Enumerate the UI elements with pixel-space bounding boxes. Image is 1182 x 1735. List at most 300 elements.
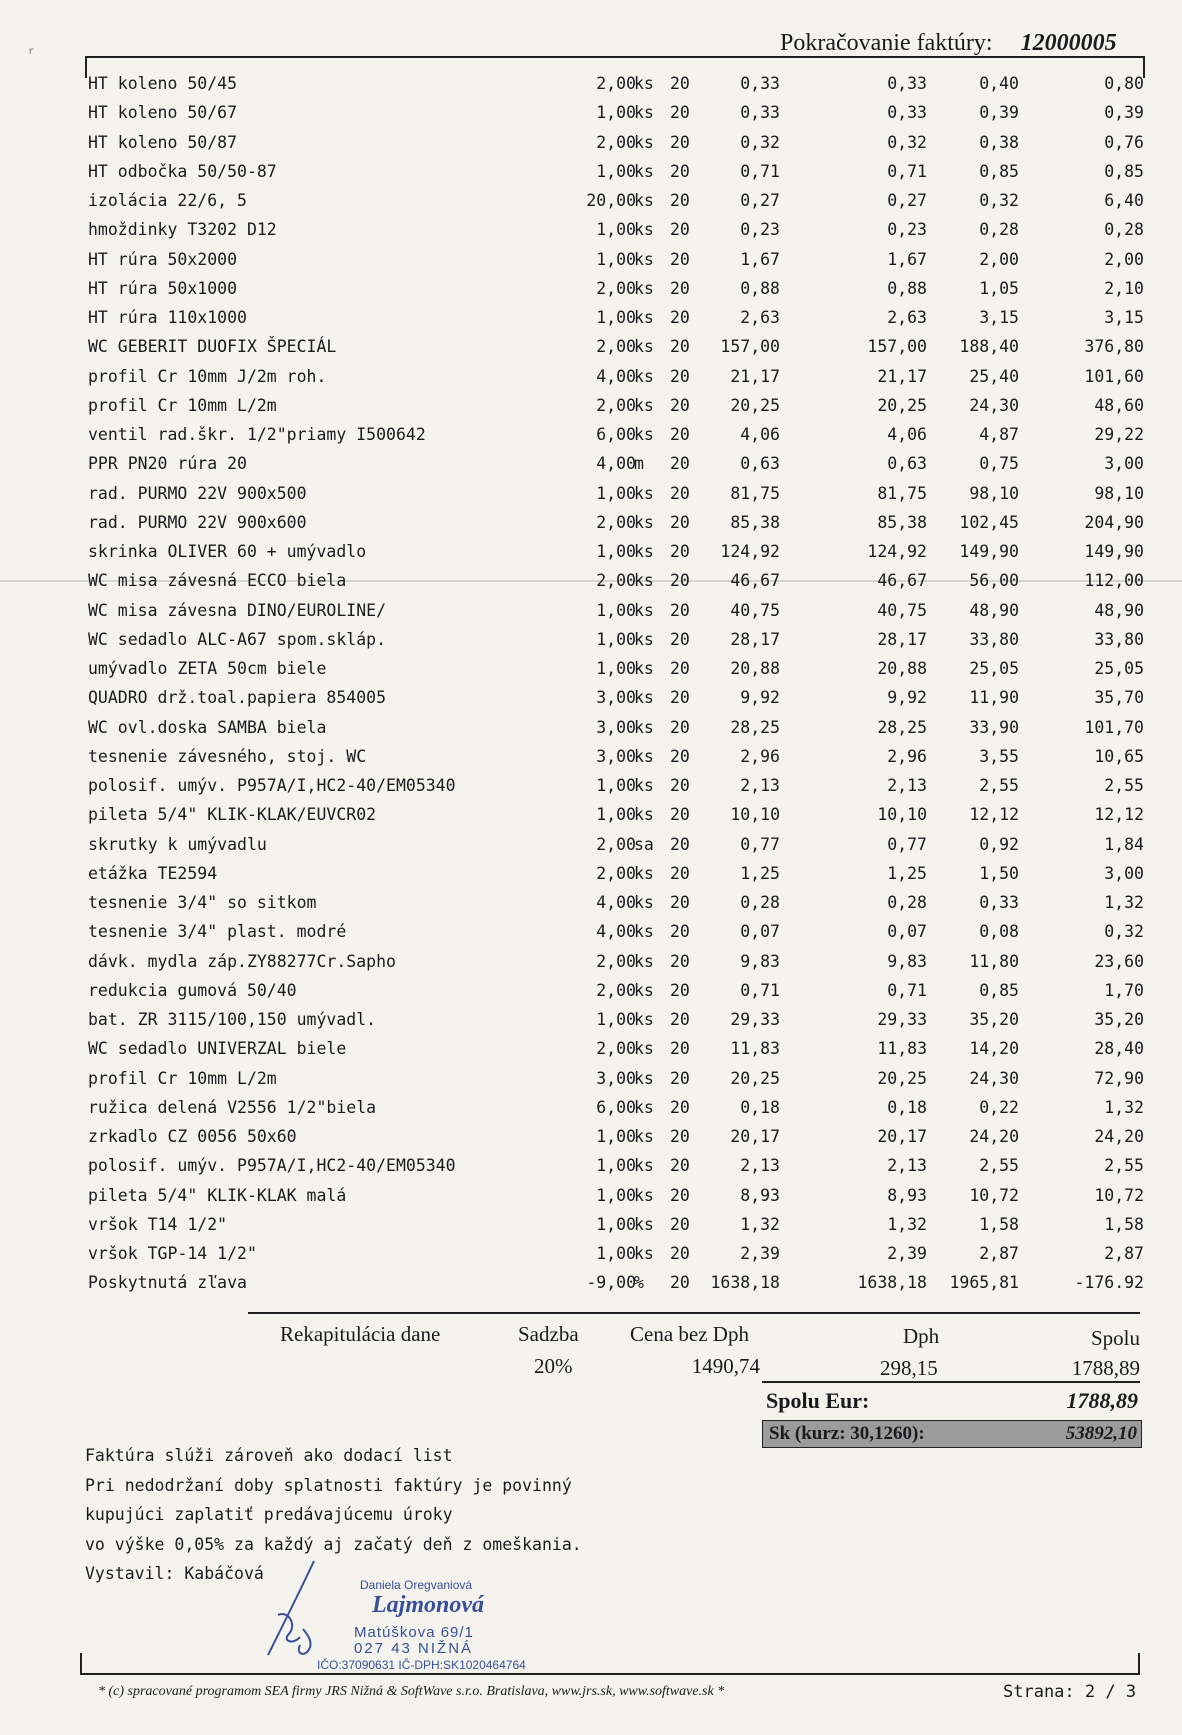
item-qty: 1,00 (596, 1244, 636, 1263)
item-gross: 56,00 (969, 571, 1019, 591)
item-net: 0,88 (887, 278, 927, 298)
item-net: 11,83 (877, 1039, 927, 1059)
frame-corner-br (1138, 1653, 1140, 1673)
item-vat: 20 (670, 74, 690, 93)
item-name: HT rúra 50x2000 (88, 249, 238, 269)
item-qty: 2,00 (596, 278, 636, 298)
item-qty: 3,00 (596, 688, 636, 708)
item-unit: ks (634, 395, 654, 415)
item-net: 9,92 (887, 688, 927, 708)
item-gross: 0,38 (979, 132, 1019, 152)
table-row (0, 948, 1182, 977)
item-price: 2,13 (740, 1156, 780, 1176)
item-gross: 0,08 (979, 922, 1019, 942)
item-vat: 20 (670, 395, 690, 415)
item-net: 2,13 (887, 776, 927, 795)
item-total: 12,12 (1094, 805, 1144, 825)
item-name: tesnenie 3/4" so sitkom (88, 893, 317, 912)
table-row (0, 129, 1182, 158)
item-unit: ks (634, 1244, 654, 1263)
item-vat: 20 (670, 776, 690, 795)
table-row (0, 158, 1182, 187)
item-name: vršok TGP-14 1/2" (88, 1244, 257, 1263)
item-net: 0,33 (887, 74, 927, 93)
item-name: redukcia gumová 50/40 (88, 980, 297, 1000)
item-qty: 1,00 (596, 483, 636, 503)
item-unit: % (634, 1273, 644, 1293)
item-name: skrutky k umývadlu (88, 834, 267, 854)
item-name: WC sedadlo UNIVERZAL biele (88, 1039, 347, 1059)
item-net: 0,71 (887, 161, 927, 181)
item-total: 35,70 (1094, 688, 1144, 708)
item-gross: 24,30 (969, 1068, 1019, 1088)
item-net: 0,63 (887, 454, 927, 474)
item-vat: 20 (670, 893, 690, 912)
item-price: 0,32 (740, 132, 780, 152)
item-net: 0,32 (887, 132, 927, 152)
table-row (0, 1035, 1182, 1064)
page-header (780, 30, 1117, 57)
item-price: 11,83 (730, 1039, 780, 1059)
item-gross: 3,15 (979, 308, 1019, 327)
item-total: 2,55 (1104, 776, 1144, 795)
items-table (0, 70, 1182, 1299)
item-vat: 20 (670, 512, 690, 532)
item-total: 0,85 (1104, 161, 1144, 181)
item-net: 28,25 (877, 717, 927, 737)
item-name: bat. ZR 3115/100,150 umývadl. (88, 1010, 377, 1029)
item-net: 20,25 (877, 1068, 927, 1088)
recap-total-value: 1788,89 (1071, 1356, 1140, 1380)
item-unit: ks (634, 132, 654, 152)
item-qty: 1,00 (596, 1156, 636, 1176)
item-total: 3,00 (1104, 454, 1144, 474)
item-name: WC misa závesna DINO/EUROLINE/ (88, 600, 387, 620)
item-price: 0,28 (740, 893, 780, 912)
item-qty: 1,00 (596, 776, 636, 795)
recap-base-header: Cena bez Dph (630, 1322, 749, 1346)
note-line: Pri nedodržaní doby splatnosti faktúry je povinný (85, 1475, 572, 1495)
item-unit: ks (634, 278, 654, 298)
item-total: 101,60 (1084, 366, 1144, 386)
item-total: 2,55 (1104, 1156, 1144, 1176)
item-net: 0,23 (887, 220, 927, 240)
summary-separator (248, 1312, 1140, 1314)
item-vat: 20 (670, 688, 690, 708)
item-vat: 20 (670, 1156, 690, 1176)
item-price: 20,17 (730, 1127, 780, 1146)
table-row (0, 1006, 1182, 1035)
item-total: 3,00 (1104, 863, 1144, 883)
item-vat: 20 (670, 337, 690, 357)
item-total: 149,90 (1084, 542, 1144, 561)
item-vat: 20 (670, 278, 690, 298)
item-qty: -9,00 (586, 1273, 636, 1293)
item-vat: 20 (670, 132, 690, 152)
item-unit: ks (634, 1185, 654, 1205)
item-price: 29,33 (730, 1010, 780, 1029)
item-gross: 0,85 (979, 161, 1019, 181)
item-unit: ks (634, 980, 654, 1000)
item-unit: ks (634, 776, 654, 795)
item-qty: 4,00 (596, 893, 636, 912)
page-number: Strana: 2 / 3 (1003, 1682, 1137, 1702)
item-price: 20,25 (730, 1068, 780, 1088)
item-vat: 20 (670, 746, 690, 766)
item-total: 28,40 (1094, 1039, 1144, 1059)
item-gross: 188,40 (959, 337, 1019, 357)
item-name: izolácia 22/6, 5 (88, 191, 247, 210)
item-price: 0,88 (740, 278, 780, 298)
table-row (0, 304, 1182, 333)
item-net: 1638,18 (857, 1273, 927, 1293)
item-net: 124,92 (867, 542, 927, 561)
grand-sk-value: 53892,10 (1065, 1423, 1137, 1444)
item-name: profil Cr 10mm L/2m (88, 395, 277, 415)
item-name: polosif. umýv. P957A/I,HC2-40/EM05340 (88, 1156, 456, 1176)
item-gross: 102,45 (959, 512, 1019, 532)
table-row (0, 801, 1182, 830)
item-qty: 2,00 (596, 337, 636, 357)
item-name: vršok T14 1/2" (88, 1214, 228, 1234)
item-gross: 0,28 (979, 220, 1019, 240)
table-row (0, 450, 1182, 479)
item-total: -176.92 (1074, 1273, 1144, 1293)
item-qty: 6,00 (596, 1097, 636, 1117)
item-gross: 35,20 (969, 1010, 1019, 1029)
grand-total-sk (762, 1420, 1142, 1448)
item-vat: 20 (670, 834, 690, 854)
item-total: 0,76 (1104, 132, 1144, 152)
item-vat: 20 (670, 571, 690, 591)
item-vat: 20 (670, 483, 690, 503)
table-row (0, 392, 1182, 421)
item-unit: ks (634, 688, 654, 708)
item-net: 9,83 (887, 951, 927, 971)
item-total: 6,40 (1104, 191, 1144, 210)
item-qty: 2,00 (596, 132, 636, 152)
item-net: 21,17 (877, 366, 927, 386)
item-price: 0,71 (740, 980, 780, 1000)
item-net: 0,77 (887, 834, 927, 854)
item-name: dávk. mydla záp.ZY88277Cr.Sapho (88, 951, 396, 971)
item-vat: 20 (670, 863, 690, 883)
table-row (0, 597, 1182, 626)
item-gross: 24,30 (969, 395, 1019, 415)
item-gross: 1,58 (979, 1214, 1019, 1234)
item-price: 40,75 (730, 600, 780, 620)
item-vat: 20 (670, 220, 690, 240)
table-row (0, 1152, 1182, 1181)
item-name: profil Cr 10mm L/2m (88, 1068, 277, 1088)
note-line: vo výške 0,05% za každý aj začatý deň z omeškania. (85, 1534, 582, 1554)
item-price: 85,38 (730, 512, 780, 532)
item-total: 0,28 (1104, 220, 1144, 240)
item-net: 40,75 (877, 600, 927, 620)
item-price: 2,39 (740, 1244, 780, 1263)
stamp-line: 027 43 NIŽNÁ (354, 1640, 474, 1657)
item-gross: 24,20 (969, 1127, 1019, 1146)
frame-corner-bl (80, 1653, 82, 1673)
item-unit: ks (634, 659, 654, 678)
item-qty: 1,00 (596, 1214, 636, 1234)
table-row (0, 421, 1182, 450)
item-unit: ks (634, 1068, 654, 1088)
item-price: 0,27 (740, 191, 780, 210)
item-name: pileta 5/4" KLIK-KLAK malá (88, 1185, 347, 1205)
table-row (0, 1123, 1182, 1152)
item-name: rad. PURMO 22V 900x600 (88, 512, 307, 532)
item-qty: 1,00 (596, 249, 636, 269)
item-qty: 2,00 (596, 74, 636, 93)
item-name: Poskytnutá zľava (88, 1273, 247, 1293)
item-name: ventil rad.škr. 1/2"priamy I500642 (88, 425, 426, 444)
item-net: 10,10 (877, 805, 927, 825)
item-unit: ks (634, 425, 654, 444)
item-total: 0,39 (1104, 103, 1144, 123)
item-price: 124,92 (720, 542, 780, 561)
item-qty: 1,00 (596, 1185, 636, 1205)
item-total: 25,05 (1094, 659, 1144, 678)
item-total: 0,80 (1104, 74, 1144, 93)
table-row (0, 714, 1182, 743)
item-qty: 1,00 (596, 1010, 636, 1029)
item-name: HT koleno 50/45 (88, 74, 238, 93)
item-vat: 20 (670, 454, 690, 474)
item-qty: 4,00 (596, 366, 636, 386)
item-vat: 20 (670, 191, 690, 210)
item-qty: 1,00 (596, 542, 636, 561)
note-line: kupujúci zaplatiť predávajúcemu úroky (85, 1505, 453, 1524)
stamp-line: Matúškova 69/1 (354, 1624, 474, 1641)
recap-rate-value: 20% (534, 1354, 573, 1378)
item-vat: 20 (670, 425, 690, 444)
item-total: 3,15 (1104, 308, 1144, 327)
table-row (0, 1182, 1182, 1211)
item-gross: 33,90 (969, 717, 1019, 737)
item-qty: 2,00 (596, 834, 636, 854)
item-qty: 2,00 (596, 571, 636, 591)
item-vat: 20 (670, 951, 690, 971)
item-net: 0,18 (887, 1097, 927, 1117)
item-unit: ks (634, 191, 654, 210)
item-unit: ks (634, 512, 654, 532)
item-qty: 4,00 (596, 454, 636, 474)
item-price: 81,75 (730, 483, 780, 503)
table-row (0, 977, 1182, 1006)
item-net: 2,39 (887, 1244, 927, 1263)
item-name: HT koleno 50/87 (88, 132, 238, 152)
item-price: 28,17 (730, 629, 780, 649)
item-unit: ks (634, 249, 654, 269)
recap-underline (762, 1381, 1140, 1383)
item-total: 2,10 (1104, 278, 1144, 298)
item-qty: 6,00 (596, 425, 636, 444)
item-price: 10,10 (730, 805, 780, 825)
table-row (0, 918, 1182, 947)
item-qty: 2,00 (596, 1039, 636, 1059)
item-net: 4,06 (887, 425, 927, 444)
table-row (0, 1094, 1182, 1123)
item-vat: 20 (670, 366, 690, 386)
item-name: HT rúra 50x1000 (88, 278, 238, 298)
item-vat: 20 (670, 1039, 690, 1059)
table-row (0, 480, 1182, 509)
item-net: 85,38 (877, 512, 927, 532)
table-row (0, 246, 1182, 275)
item-net: 0,28 (887, 893, 927, 912)
item-total: 1,32 (1104, 893, 1144, 912)
item-gross: 11,90 (969, 688, 1019, 708)
item-vat: 20 (670, 1068, 690, 1088)
item-gross: 0,32 (979, 191, 1019, 210)
item-qty: 1,00 (596, 161, 636, 181)
item-total: 101,70 (1084, 717, 1144, 737)
software-footer: * (c) spracované programom SEA firmy JRS Nižná & SoftWave s.r.o. Bratislava, www.jrs.sk, www.softwave.sk * (98, 1684, 725, 1699)
item-gross: 149,90 (959, 542, 1019, 561)
item-qty: 3,00 (596, 1068, 636, 1088)
item-net: 20,88 (877, 659, 927, 678)
table-row (0, 684, 1182, 713)
item-gross: 48,90 (969, 600, 1019, 620)
item-price: 2,63 (740, 308, 780, 327)
item-gross: 0,75 (979, 454, 1019, 474)
company-stamp (317, 1578, 580, 1678)
item-name: hmoždinky T3202 D12 (88, 220, 277, 240)
item-gross: 0,33 (979, 893, 1019, 912)
item-gross: 2,55 (979, 776, 1019, 795)
item-unit: ks (634, 922, 654, 942)
item-gross: 25,40 (969, 366, 1019, 386)
item-name: tesnenie 3/4" plast. modré (88, 922, 347, 942)
item-vat: 20 (670, 1214, 690, 1234)
item-vat: 20 (670, 1273, 690, 1293)
item-price: 20,25 (730, 395, 780, 415)
item-name: polosif. umýv. P957A/I,HC2-40/EM05340 (88, 776, 456, 795)
item-vat: 20 (670, 308, 690, 327)
table-row (0, 1240, 1182, 1269)
item-unit: ks (634, 571, 654, 591)
item-name: rad. PURMO 22V 900x500 (88, 483, 307, 503)
item-vat: 20 (670, 717, 690, 737)
table-row (0, 333, 1182, 362)
item-qty: 1,00 (596, 805, 636, 825)
recap-rate-header: Sadzba (518, 1322, 579, 1346)
item-gross: 3,55 (979, 746, 1019, 766)
recap-total-header: Spolu (1090, 1326, 1140, 1350)
note-line: Faktúra slúži zároveň ako dodací list (85, 1446, 453, 1465)
table-row (0, 889, 1182, 918)
item-gross: 33,80 (969, 629, 1019, 649)
item-qty: 1,00 (596, 103, 636, 123)
item-vat: 20 (670, 600, 690, 620)
frame-bottom-line (80, 1673, 1140, 1675)
table-row (0, 1065, 1182, 1094)
item-vat: 20 (670, 161, 690, 181)
item-total: 72,90 (1094, 1068, 1144, 1088)
item-price: 21,17 (730, 366, 780, 386)
item-unit: ks (634, 220, 654, 240)
table-row (0, 1211, 1182, 1240)
item-name: profil Cr 10mm J/2m roh. (88, 366, 327, 386)
item-qty: 2,00 (596, 512, 636, 532)
item-total: 112,00 (1084, 571, 1144, 591)
recap-vat-value: 298,15 (880, 1356, 938, 1380)
item-price: 0,18 (740, 1097, 780, 1117)
item-net: 8,93 (887, 1185, 927, 1205)
item-gross: 11,80 (969, 951, 1019, 971)
continuation-label: Pokračovanie faktúry: (780, 30, 993, 56)
item-price: 8,93 (740, 1185, 780, 1205)
item-total: 1,84 (1104, 834, 1144, 854)
item-net: 20,17 (877, 1127, 927, 1146)
item-unit: ks (634, 483, 654, 503)
item-net: 1,32 (887, 1214, 927, 1234)
item-qty: 1,00 (596, 629, 636, 649)
item-name: HT odbočka 50/50-87 (88, 161, 277, 181)
item-unit: ks (634, 717, 654, 737)
item-price: 0,07 (740, 922, 780, 942)
item-unit: ks (634, 863, 654, 883)
item-price: 4,06 (740, 425, 780, 444)
grand-eur-value: 1788,89 (1066, 1388, 1138, 1413)
item-gross: 12,12 (969, 805, 1019, 825)
item-unit: ks (634, 74, 654, 93)
item-price: 9,92 (740, 688, 780, 708)
item-unit: ks (634, 103, 654, 123)
item-gross: 0,22 (979, 1097, 1019, 1117)
item-price: 1,67 (740, 249, 780, 269)
item-gross: 14,20 (969, 1039, 1019, 1059)
item-price: 0,33 (740, 74, 780, 93)
item-unit: ks (634, 1097, 654, 1117)
item-qty: 4,00 (596, 922, 636, 942)
item-unit: ks (634, 600, 654, 620)
item-name: WC GEBERIT DUOFIX ŠPECIÁL (88, 337, 337, 357)
item-total: 29,22 (1094, 425, 1144, 444)
table-row (0, 99, 1182, 128)
item-qty: 2,00 (596, 395, 636, 415)
item-name: WC sedadlo ALC-A67 spom.skláp. (88, 629, 387, 649)
item-qty: 1,00 (596, 308, 636, 327)
item-vat: 20 (670, 1244, 690, 1263)
item-name: PPR PN20 rúra 20 (88, 454, 247, 474)
table-row (0, 70, 1182, 99)
item-qty: 1,00 (596, 220, 636, 240)
item-vat: 20 (670, 1010, 690, 1029)
stamp-line: Daniela Oregvaniová (360, 1578, 473, 1592)
item-qty: 1,00 (596, 600, 636, 620)
item-net: 2,13 (887, 1156, 927, 1176)
item-gross: 0,40 (979, 74, 1019, 93)
item-unit: ks (634, 1127, 654, 1146)
item-price: 1638,18 (710, 1273, 780, 1293)
item-unit: ks (634, 951, 654, 971)
item-net: 29,33 (877, 1010, 927, 1029)
item-net: 0,71 (887, 980, 927, 1000)
item-name: pileta 5/4" KLIK-KLAK/EUVCR02 (88, 805, 377, 825)
item-net: 1,67 (887, 249, 927, 269)
item-qty: 2,00 (596, 951, 636, 971)
item-gross: 1,50 (979, 863, 1019, 883)
item-total: 376,80 (1084, 337, 1144, 357)
item-qty: 3,00 (596, 717, 636, 737)
item-price: 0,33 (740, 103, 780, 123)
item-gross: 10,72 (969, 1185, 1019, 1205)
invoice-number: 12000005 (1020, 30, 1117, 56)
table-row (0, 187, 1182, 216)
item-price: 46,67 (730, 571, 780, 591)
